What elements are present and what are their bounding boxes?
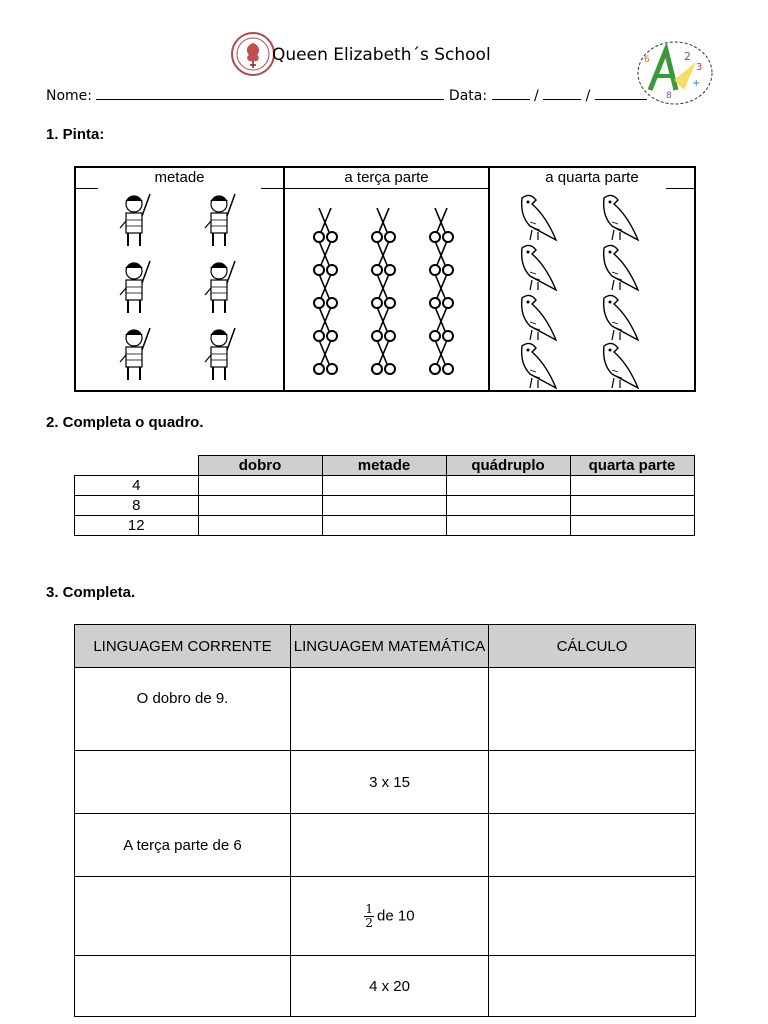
date-day-field[interactable] — [492, 85, 530, 100]
scissors-icon[interactable] — [372, 208, 395, 242]
scissors-icon[interactable] — [372, 307, 395, 341]
scissors-icon[interactable] — [314, 241, 337, 275]
column-label: metade — [154, 169, 205, 186]
date-month-field[interactable] — [543, 85, 581, 100]
name-date-line — [46, 85, 647, 104]
pirate-icon[interactable] — [120, 328, 150, 380]
answer-cell[interactable] — [322, 516, 446, 536]
bird-icon[interactable] — [604, 245, 638, 290]
answer-cell[interactable] — [446, 496, 570, 516]
pirate-icon[interactable] — [205, 261, 235, 313]
pirate-icon[interactable] — [205, 194, 235, 246]
name-label: Nome: — [46, 88, 93, 104]
date-separator: / — [585, 88, 591, 104]
pirate-icon[interactable] — [205, 328, 235, 380]
section-3-title: 3. Completa. — [46, 584, 136, 601]
bird-icon[interactable] — [522, 245, 556, 290]
table-row — [75, 956, 696, 1017]
answer-cell[interactable] — [198, 476, 322, 496]
calculo-cell[interactable] — [489, 956, 696, 1017]
section-1-title: 1. Pinta: — [46, 126, 105, 143]
school-name: Queen Elizabeth´s School — [272, 45, 491, 65]
header-linguagem-corrente: LINGUAGEM CORRENTE — [75, 625, 291, 668]
scissors-icon[interactable] — [314, 340, 337, 374]
bird-icon[interactable] — [522, 295, 556, 340]
bird-icon[interactable] — [522, 343, 556, 388]
scissors-icon[interactable] — [372, 241, 395, 275]
date-year-field[interactable] — [595, 85, 647, 100]
svg-text:2: 2 — [684, 50, 691, 63]
scissors-icon[interactable] — [430, 274, 453, 308]
date-label: Data: — [448, 88, 488, 104]
fraction: $\frac{1}{2}$ — [365, 901, 374, 930]
svg-text:3: 3 — [696, 62, 703, 73]
column-terca-parte — [283, 168, 490, 390]
bird-icon[interactable] — [604, 295, 638, 340]
column-label: a terça parte — [344, 169, 429, 186]
bird-icon[interactable] — [522, 195, 556, 240]
scissors-icon[interactable] — [430, 241, 453, 275]
pirate-icon[interactable] — [120, 261, 150, 313]
scissors-icon[interactable] — [430, 208, 453, 242]
svg-text:8: 8 — [666, 91, 672, 101]
pirate-icon[interactable] — [120, 194, 150, 246]
section-2-title: 2. Completa o quadro. — [46, 414, 204, 431]
header-quadruplo: quádruplo — [446, 456, 570, 476]
header-metade: metade — [322, 456, 446, 476]
calculo-cell[interactable] — [489, 814, 696, 877]
header-dobro: dobro — [198, 456, 322, 476]
matematica-cell: $\frac{1}{2}$ de 10 — [291, 877, 489, 956]
answer-cell[interactable] — [322, 476, 446, 496]
column-label: a quarta parte — [545, 169, 639, 186]
answer-cell[interactable] — [570, 476, 694, 496]
scissors-icon[interactable] — [372, 274, 395, 308]
row-number: 12 — [75, 516, 199, 536]
date-separator: / — [533, 88, 539, 104]
answer-cell[interactable] — [198, 516, 322, 536]
corrente-cell[interactable] — [75, 877, 291, 956]
matematica-cell[interactable] — [291, 668, 489, 751]
svg-text:6: 6 — [644, 55, 650, 65]
table-header-row — [75, 625, 696, 668]
table-row — [75, 877, 696, 956]
header-quarta-parte: quarta parte — [570, 456, 694, 476]
school-crest-logo — [230, 31, 276, 77]
table-row — [75, 668, 696, 751]
answer-cell[interactable] — [570, 516, 694, 536]
answer-cell[interactable] — [198, 496, 322, 516]
name-field[interactable] — [96, 85, 444, 100]
column-quarta-parte — [490, 168, 694, 390]
corrente-cell: O dobro de 9. — [75, 668, 291, 751]
answer-cell[interactable] — [322, 496, 446, 516]
matematica-cell: 3 x 15 — [291, 751, 489, 814]
matematica-cell: 4 x 20 — [291, 956, 489, 1017]
table-row — [75, 496, 695, 516]
header-calculo: CÁLCULO — [489, 625, 696, 668]
scissors-icon[interactable] — [430, 340, 453, 374]
header-linguagem-matematica: LINGUAGEM MATEMÁTICA — [291, 625, 489, 668]
math-badge-logo — [636, 40, 714, 106]
row-number: 8 — [75, 496, 199, 516]
bird-icon[interactable] — [604, 195, 638, 240]
table-header-row — [75, 456, 695, 476]
table-row — [75, 476, 695, 496]
bird-icon[interactable] — [604, 343, 638, 388]
pirate-grid — [76, 190, 283, 394]
scissors-icon[interactable] — [314, 208, 337, 242]
svg-text:+: + — [692, 78, 701, 89]
coloring-table — [74, 166, 696, 392]
calculo-cell[interactable] — [489, 751, 696, 814]
corrente-cell[interactable] — [75, 956, 291, 1017]
scissors-icon[interactable] — [314, 307, 337, 341]
corrente-cell[interactable] — [75, 751, 291, 814]
answer-cell[interactable] — [446, 516, 570, 536]
scissors-grid — [285, 190, 488, 394]
bird-grid — [490, 190, 694, 394]
row-number: 4 — [75, 476, 199, 496]
answer-cell[interactable] — [446, 476, 570, 496]
language-table — [74, 624, 696, 1017]
table-row — [75, 751, 696, 814]
scissors-icon[interactable] — [430, 307, 453, 341]
scissors-icon[interactable] — [314, 274, 337, 308]
calculo-cell[interactable] — [489, 668, 696, 751]
completion-table — [74, 455, 695, 536]
table-row — [75, 516, 695, 536]
calculo-cell[interactable] — [489, 877, 696, 956]
matematica-cell[interactable] — [291, 814, 489, 877]
table-row — [75, 814, 696, 877]
answer-cell[interactable] — [570, 496, 694, 516]
corrente-cell: A terça parte de 6 — [75, 814, 291, 877]
column-metade — [76, 168, 283, 390]
scissors-icon[interactable] — [372, 340, 395, 374]
